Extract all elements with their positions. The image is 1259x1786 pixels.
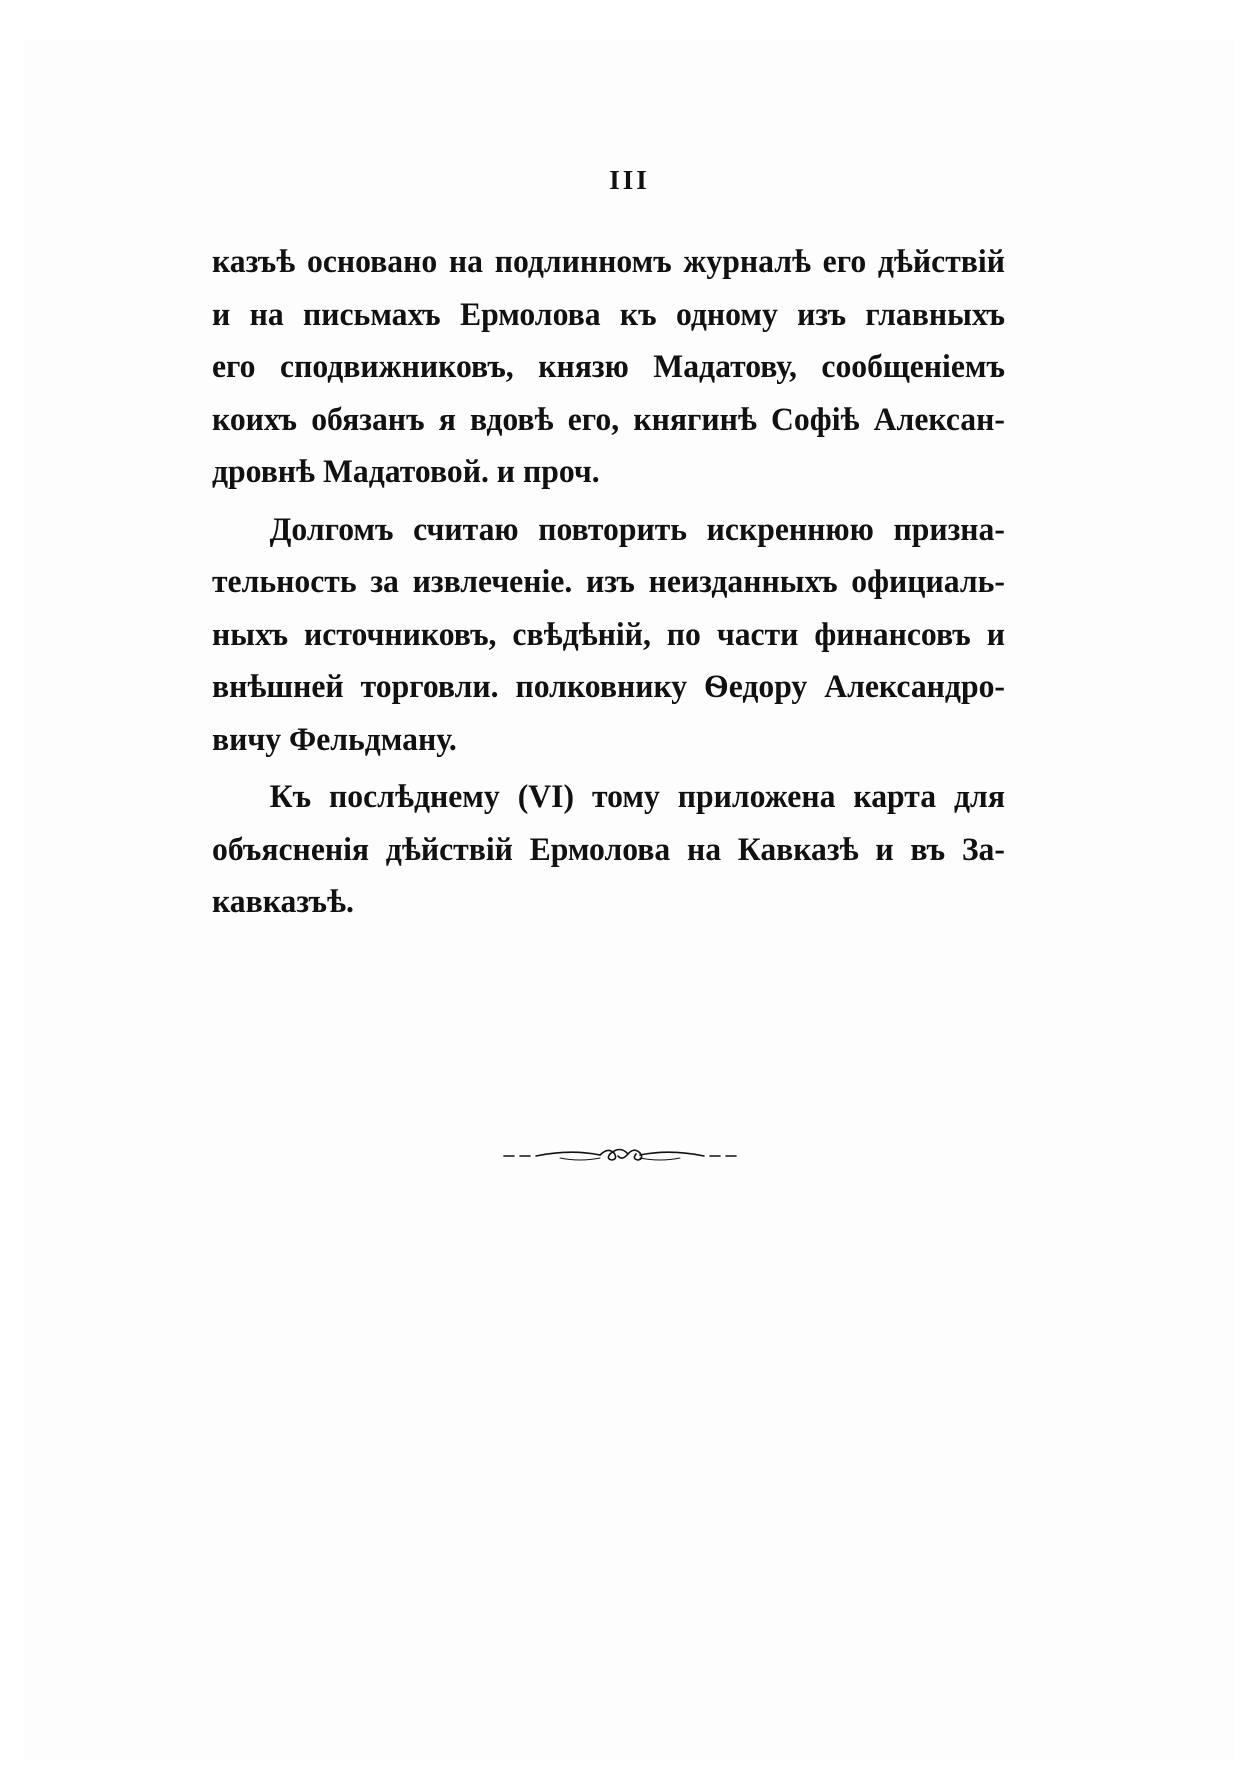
text-line: внѣшней торговли. полковнику Ѳедору Александро- bbox=[212, 669, 1005, 705]
text-line: коихъ обязанъ я вдовѣ его, княгинѣ Софіѣ Алексан- bbox=[212, 401, 1005, 438]
text-line: его сподвижниковъ, князю Мадатову, сообщеніемъ bbox=[212, 349, 1005, 385]
body-text bbox=[212, 236, 1005, 934]
text-line: ныхъ источниковъ, свѣдѣній, по части финансовъ и bbox=[212, 616, 1005, 653]
text-line: и на письмахъ Ермолова къ одному изъ главныхъ bbox=[212, 296, 1005, 333]
text-line: кавказъѣ. bbox=[212, 884, 354, 920]
text-line: Къ послѣднему (VI) тому приложена карта для bbox=[269, 779, 1005, 815]
paragraph-2 bbox=[212, 504, 1005, 767]
text-line: Долгомъ считаю повторить искреннюю призна- bbox=[269, 511, 1005, 548]
text-line: объясненія дѣйствій Ермолова на Кавказѣ и въ За- bbox=[212, 831, 1005, 868]
text-line: казъѣ основано на подлинномъ журналѣ его дѣйствій bbox=[212, 244, 1005, 280]
text-line: дровнѣ Мадатовой. и проч. bbox=[212, 454, 600, 490]
paragraph-3 bbox=[212, 771, 1005, 929]
paragraph-1 bbox=[212, 236, 1005, 499]
text-line: тельность за извлеченіе. изъ неизданныхъ официаль- bbox=[212, 564, 1005, 600]
text-line: вичу Фельдману. bbox=[212, 721, 457, 758]
page-number: III bbox=[609, 165, 650, 195]
decorative-flourish-icon bbox=[500, 1143, 740, 1167]
